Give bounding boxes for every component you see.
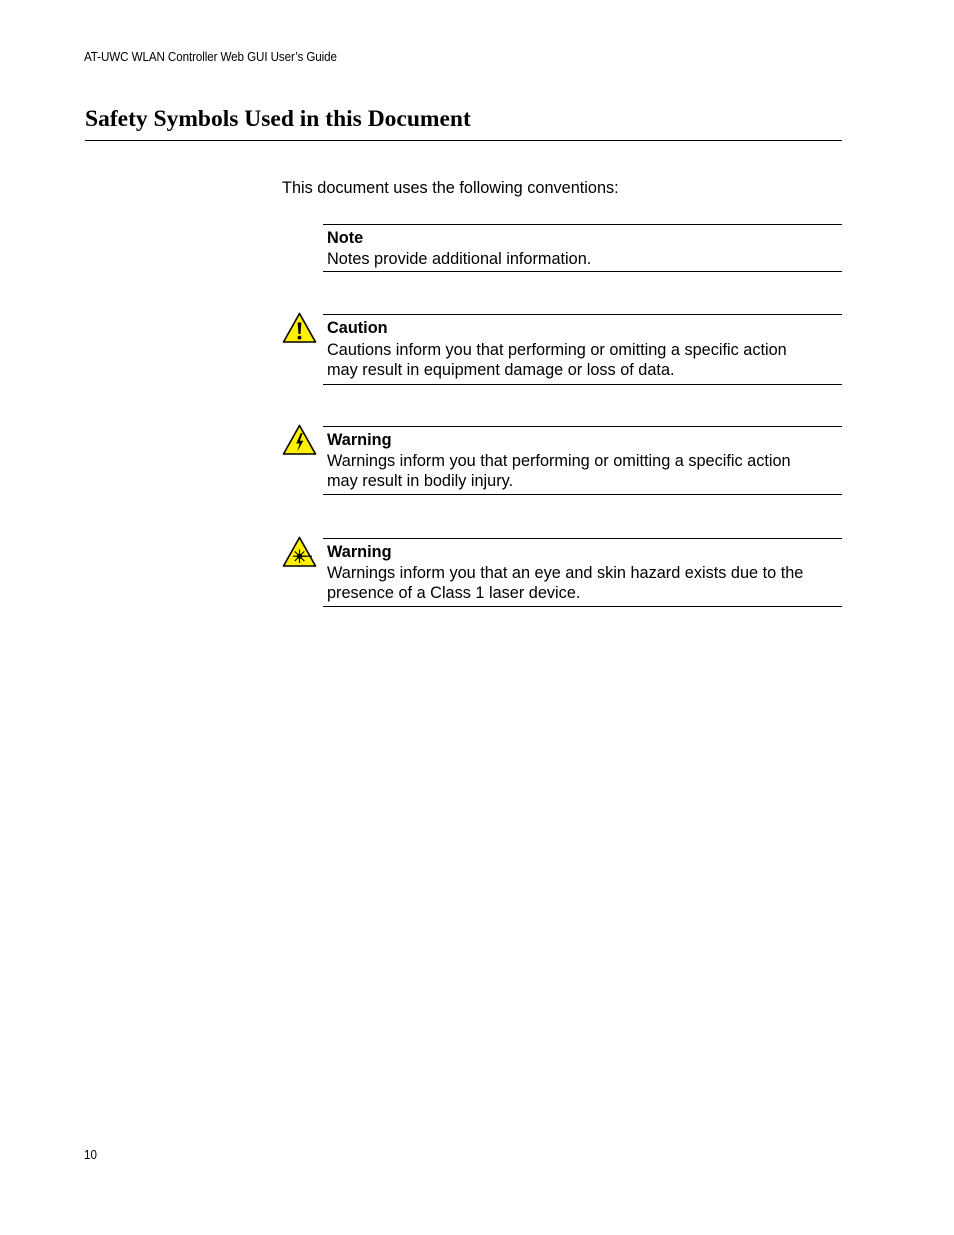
note-title: Note	[327, 229, 364, 247]
electrical-warning-box	[323, 426, 842, 495]
laser-warning-text-line-1: Warnings inform you that an eye and skin hazard exists due to the	[327, 564, 804, 582]
note-box	[323, 224, 842, 272]
electrical-warning-text-line-1: Warnings inform you that performing or omitting a specific action	[327, 452, 791, 470]
caution-exclamation-icon	[282, 312, 317, 343]
electrical-warning-title: Warning	[327, 431, 392, 449]
title-rule	[85, 140, 842, 141]
laser-warning-text-line-2: presence of a Class 1 laser device.	[327, 584, 581, 602]
caution-text-line-2: may result in equipment damage or loss of data.	[327, 361, 675, 379]
laser-warning-box	[323, 538, 842, 607]
electrical-hazard-icon	[282, 424, 317, 455]
laser-warning-title: Warning	[327, 543, 392, 561]
electrical-warning-text-line-2: may result in bodily injury.	[327, 472, 514, 490]
caution-box	[323, 314, 842, 385]
caution-text-line-1: Cautions inform you that performing or omitting a specific action	[327, 341, 787, 359]
laser-hazard-icon	[282, 536, 317, 567]
page-title: Safety Symbols Used in this Document	[85, 106, 471, 132]
running-header: AT-UWC WLAN Controller Web GUI User’s Guide	[84, 50, 337, 64]
intro-text: This document uses the following conventions:	[282, 179, 619, 197]
caution-title: Caution	[327, 319, 388, 337]
page-number: 10	[84, 1148, 97, 1162]
note-text: Notes provide additional information.	[327, 250, 592, 268]
